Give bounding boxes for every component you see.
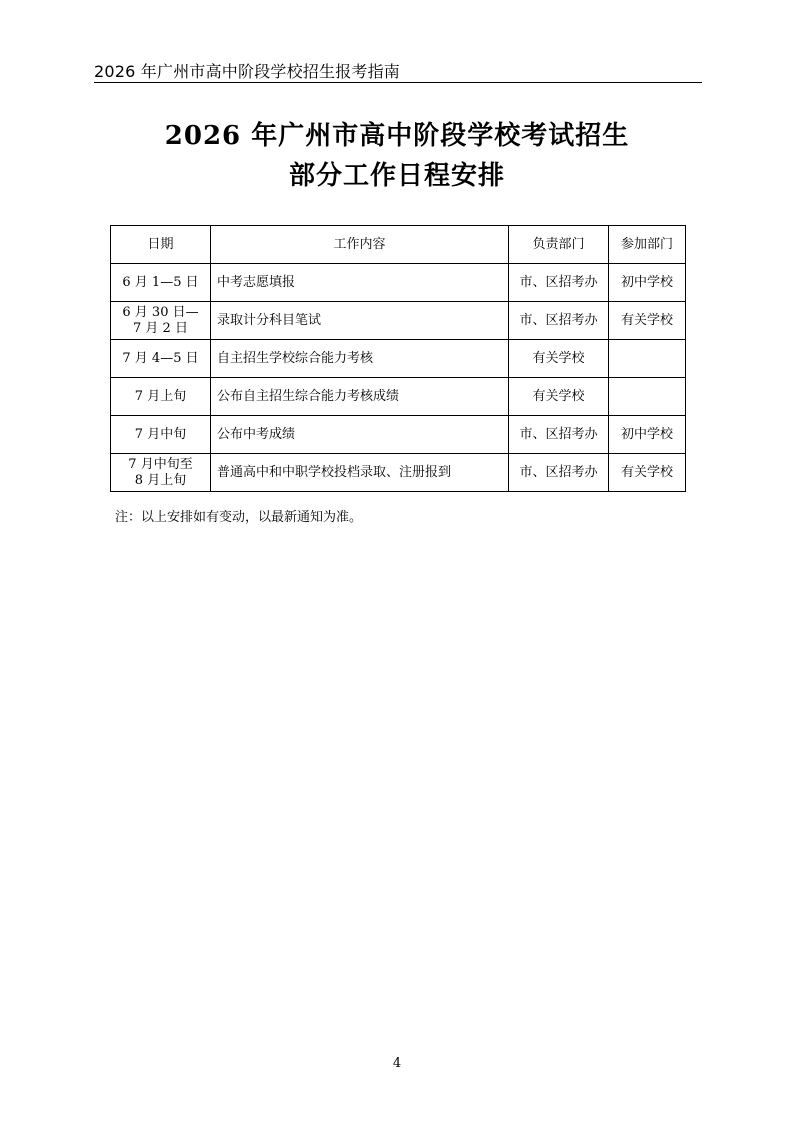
header-row <box>111 226 686 264</box>
date-text-line-2: 7 月 2 日 <box>133 320 188 336</box>
date-text: 7 月 4—5 日 <box>122 350 199 366</box>
responsible-cell: 市、区招考办 <box>509 302 609 340</box>
content-cell: 公布自主招生综合能力考核成绩 <box>211 378 509 416</box>
content-cell: 自主招生学校综合能力考核 <box>211 340 509 378</box>
running-header <box>94 56 702 83</box>
header-date: 日期 <box>111 226 211 264</box>
page-number: 4 <box>392 1056 402 1071</box>
participating-cell <box>609 340 686 378</box>
table-row <box>111 378 686 416</box>
date-cell <box>111 378 211 416</box>
participating-cell: 初中学校 <box>609 416 686 454</box>
responsible-cell: 市、区招考办 <box>509 264 609 302</box>
table-row <box>111 340 686 378</box>
footnote: 注：以上安排如有变动，以最新通知为准。 <box>115 510 363 525</box>
date-cell <box>111 264 211 302</box>
responsible-cell: 市、区招考办 <box>509 454 609 492</box>
date-text: 7 月上旬 <box>134 388 187 404</box>
header-responsible: 负责部门 <box>509 226 609 264</box>
participating-cell: 有关学校 <box>609 302 686 340</box>
page-title-line-2: 部分工作日程安排 <box>288 161 505 191</box>
responsible-cell: 有关学校 <box>509 340 609 378</box>
running-header-text: 2026 年广州市高中阶段学校招生报考指南 <box>94 62 401 81</box>
date-text-line-1: 7 月中旬至 <box>128 456 193 472</box>
table-row <box>111 454 686 492</box>
responsible-cell: 市、区招考办 <box>509 416 609 454</box>
header-content: 工作内容 <box>211 226 509 264</box>
date-text-line-1: 6 月 30 日— <box>122 304 199 320</box>
content-cell: 中考志愿填报 <box>211 264 509 302</box>
schedule-table-body <box>111 264 686 492</box>
date-text: 7 月中旬 <box>134 426 187 442</box>
date-text: 6 月 1—5 日 <box>122 274 199 290</box>
date-cell <box>111 416 211 454</box>
schedule-table-head <box>111 226 686 264</box>
responsible-cell: 有关学校 <box>509 378 609 416</box>
content-cell: 普通高中和中职学校投档录取、注册报到 <box>211 454 509 492</box>
content-cell: 录取计分科目笔试 <box>211 302 509 340</box>
table-row <box>111 416 686 454</box>
date-cell <box>111 302 211 340</box>
header-participating: 参加部门 <box>609 226 686 264</box>
date-text-line-2: 8 月上旬 <box>134 472 187 488</box>
table-row <box>111 302 686 340</box>
content-cell: 公布中考成绩 <box>211 416 509 454</box>
date-cell <box>111 340 211 378</box>
date-cell <box>111 454 211 492</box>
participating-cell: 有关学校 <box>609 454 686 492</box>
schedule-table <box>110 225 686 492</box>
table-row <box>111 264 686 302</box>
participating-cell: 初中学校 <box>609 264 686 302</box>
participating-cell <box>609 378 686 416</box>
page-title-line-1: 2026 年广州市高中阶段学校考试招生 <box>164 121 630 151</box>
